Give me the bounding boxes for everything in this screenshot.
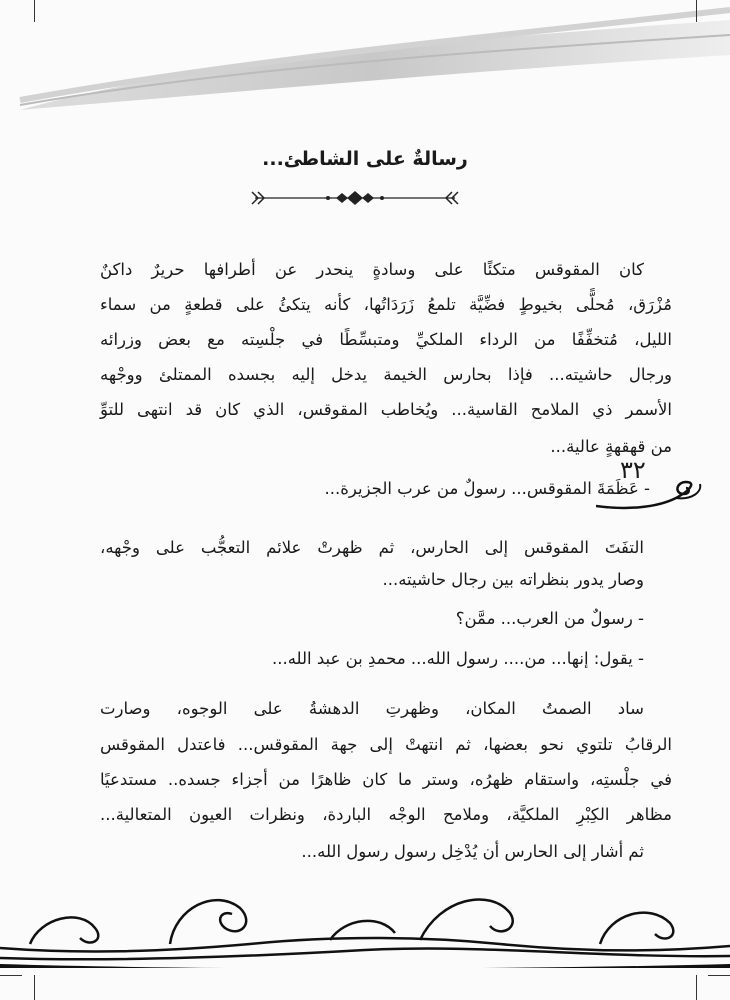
- paragraph-line: من قهقهةٍ عالية...: [550, 437, 672, 456]
- paragraph-line: مُزْرَق، مُحلًّى بخيوطٍ فضِّيَّة تلمعُ زَرَدَاتُها، كأنه يتكئُ على قطعةٍ من سماء: [100, 295, 672, 314]
- paragraph-line: ورجال حاشيته... فإذا بحارس الخيمة يدخل إليه بجسده الممتلئ ووجْهه: [100, 365, 672, 384]
- paragraph-line: الليل، مُتخفِّفًا من الرداء الملكيِّ ومتبسِّطًا في جلْسِته مع بعض وزرائه: [100, 330, 672, 349]
- dialogue-line: - يقول: إنها... من.... رسول الله... محمدِ بن عبد الله...: [271, 649, 644, 668]
- crop-mark: [696, 0, 697, 22]
- paragraph-line: في جلْستِه، واستقام ظهرُه، وستر ما كان ظاهرًا من أجزاء جسده.. مستدعيًا: [100, 770, 672, 789]
- dialogue-line: - عَظَمَةَ المقوقس... رسولٌ من عرب الجزيرة...: [324, 479, 650, 498]
- crop-mark: [696, 975, 697, 1000]
- crop-mark: [708, 975, 730, 976]
- decorative-header-swoosh: [0, 0, 730, 120]
- dialogue-line: - رسولٌ من العرب... ممَّن؟: [455, 609, 644, 628]
- crop-mark: [34, 975, 35, 1000]
- decorative-waves-footer: [0, 878, 730, 968]
- wave-ornament-icon: [596, 478, 706, 512]
- crop-mark: [0, 975, 22, 976]
- paragraph-line: كان المقوقس متكئًا على وسادةٍ ينحدر عن أطرافها حريرٌ داكنٌ: [100, 260, 644, 279]
- crop-mark: [34, 0, 35, 22]
- chapter-title: رسالةٌ على الشاطئ...: [262, 148, 468, 170]
- paragraph-line: مظاهر الكِبْرِ الملكيَّة، وملامح الوجْه الباردة، ونظرات العيون المتعالية...: [100, 805, 672, 824]
- page-number: ٣٢: [620, 456, 646, 484]
- ornamental-divider: [250, 188, 460, 208]
- paragraph-line: الأسمر ذي الملامح القاسية... ويُخاطب المقوقس، الذي كان قد انتهى للتوِّ: [100, 400, 672, 419]
- paragraph-line: وصار يدور بنظراته بين رجال حاشيته...: [382, 570, 644, 589]
- paragraph-line: الرقابُ تلتوي نحو بعضها، ثم انتهتْ إلى جهة المقوقس... فاعتدل المقوقس: [100, 735, 672, 754]
- paragraph-line: ساد الصمتُ المكان، وظهرتِ الدهشةُ على الوجوه، وصارت: [100, 699, 644, 718]
- paragraph-line: التفَتَ المقوقس إلى الحارس، ثم ظهرتْ علائم التعجُّب على وجْهه،: [100, 538, 644, 557]
- paragraph-line: ثم أشار إلى الحارس أن يُدْخِل رسول رسول الله...: [301, 842, 644, 861]
